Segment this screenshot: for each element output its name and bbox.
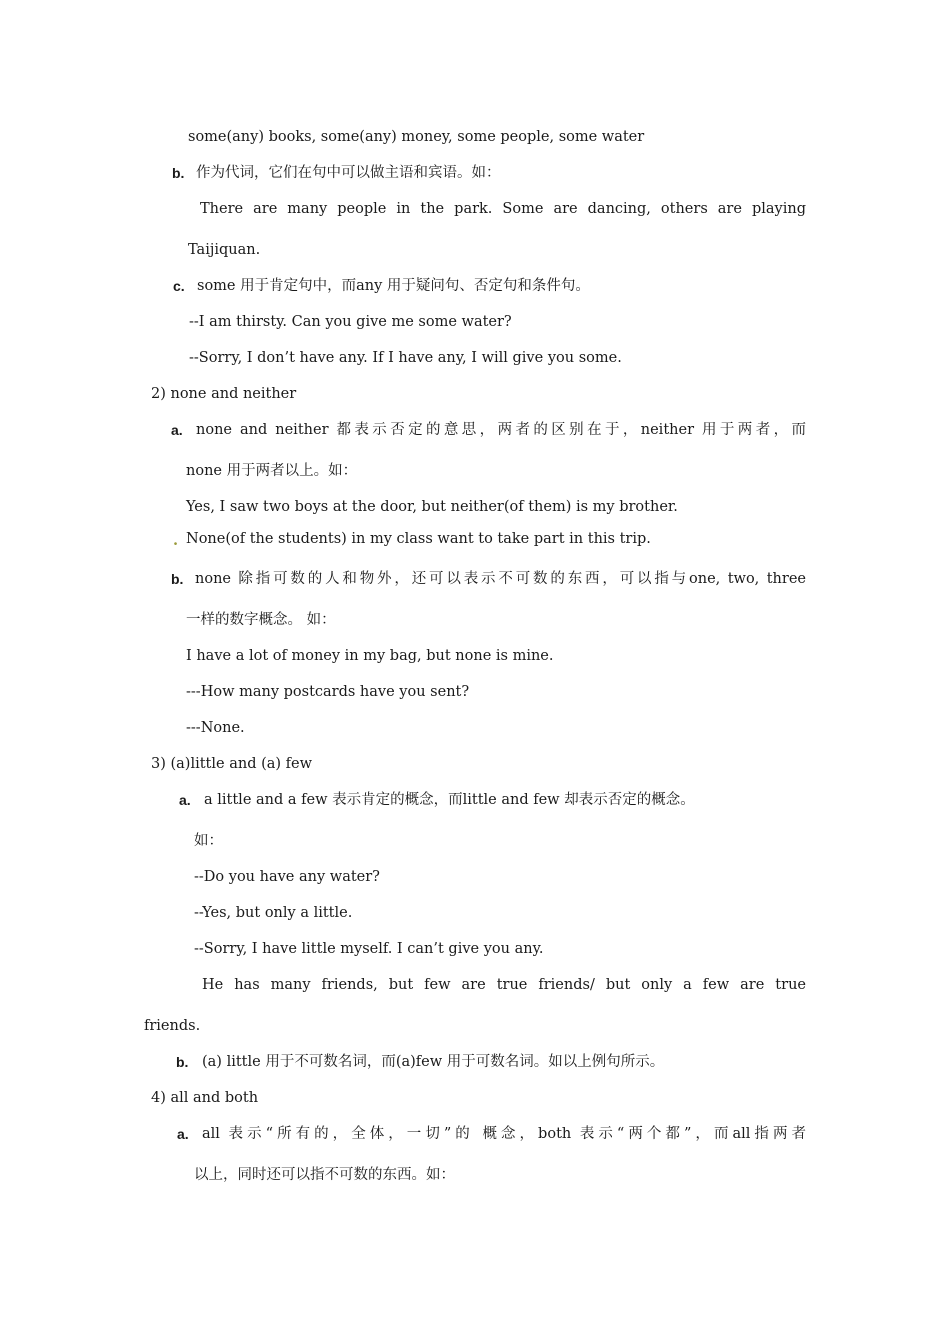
text-line: 一样的数字概念。 如： xyxy=(186,612,336,628)
text-line: ---How many postcards have you sent? xyxy=(186,684,470,700)
text-line: --Sorry, I don’t have any. If I have any, I will give you some. xyxy=(189,350,622,366)
list-marker: a. xyxy=(177,1126,189,1142)
text-line: none 除指可数的人和物外，还可以表示不可数的东西，可以指与one, two, three xyxy=(195,571,806,587)
text-line: 作为代词，它们在句中可以做主语和宾语。如： xyxy=(196,165,501,181)
text-line: There are many people in the park. Some are dancing, others are playing xyxy=(200,201,806,217)
list-marker: a. xyxy=(179,792,191,808)
text-line: none and neither 都表示否定的意思，两者的区别在于，neither 用于两者，而 xyxy=(196,422,806,438)
text-line: --Sorry, I have little myself. I can’t give you any. xyxy=(194,941,544,957)
section-heading: 3) (a)little and (a) few xyxy=(151,756,313,772)
text-line: Yes, I saw two boys at the door, but neither(of them) is my brother. xyxy=(186,499,678,515)
text-line: I have a lot of money in my bag, but none is mine. xyxy=(186,648,554,664)
text-line: Taijiquan. xyxy=(188,242,261,258)
text-line: friends. xyxy=(144,1018,201,1034)
text-line: ---None. xyxy=(186,720,245,736)
section-heading: 4) all and both xyxy=(151,1090,259,1106)
text-line: all 表示“所有的，全体，一切”的 概念，both 表示“两个都”，而all指两者 xyxy=(202,1126,806,1142)
text-line: some(any) books, some(any) money, some people, some water xyxy=(188,129,645,145)
text-line: --Do you have any water? xyxy=(194,869,380,885)
section-heading: 2) none and neither xyxy=(151,386,297,402)
list-marker: c. xyxy=(173,278,185,294)
text-line: none 用于两者以上。如： xyxy=(186,463,358,479)
list-marker: a. xyxy=(171,422,183,438)
list-marker: b. xyxy=(172,165,185,181)
text-line: 以上，同时还可以指不可数的东西。如： xyxy=(194,1167,455,1183)
text-line: He has many friends, but few are true friends/ but only a few are true xyxy=(202,977,806,993)
text-line: None(of the students) in my class want to take part in this trip. xyxy=(186,531,651,547)
list-marker: . xyxy=(173,532,179,549)
list-marker: b. xyxy=(171,571,184,587)
text-line: (a) little 用于不可数名词，而(a)few 用于可数名词。如以上例句所示。 xyxy=(202,1054,665,1070)
text-line: 如： xyxy=(194,833,223,849)
list-marker: b. xyxy=(176,1054,189,1070)
text-line: --Yes, but only a little. xyxy=(194,905,353,921)
text-line: --I am thirsty. Can you give me some water? xyxy=(189,314,512,330)
text-line: some 用于肯定句中，而any 用于疑问句、否定句和条件句。 xyxy=(197,278,590,294)
text-line: a little and a few 表示肯定的概念，而little and few 却表示否定的概念。 xyxy=(204,792,695,808)
